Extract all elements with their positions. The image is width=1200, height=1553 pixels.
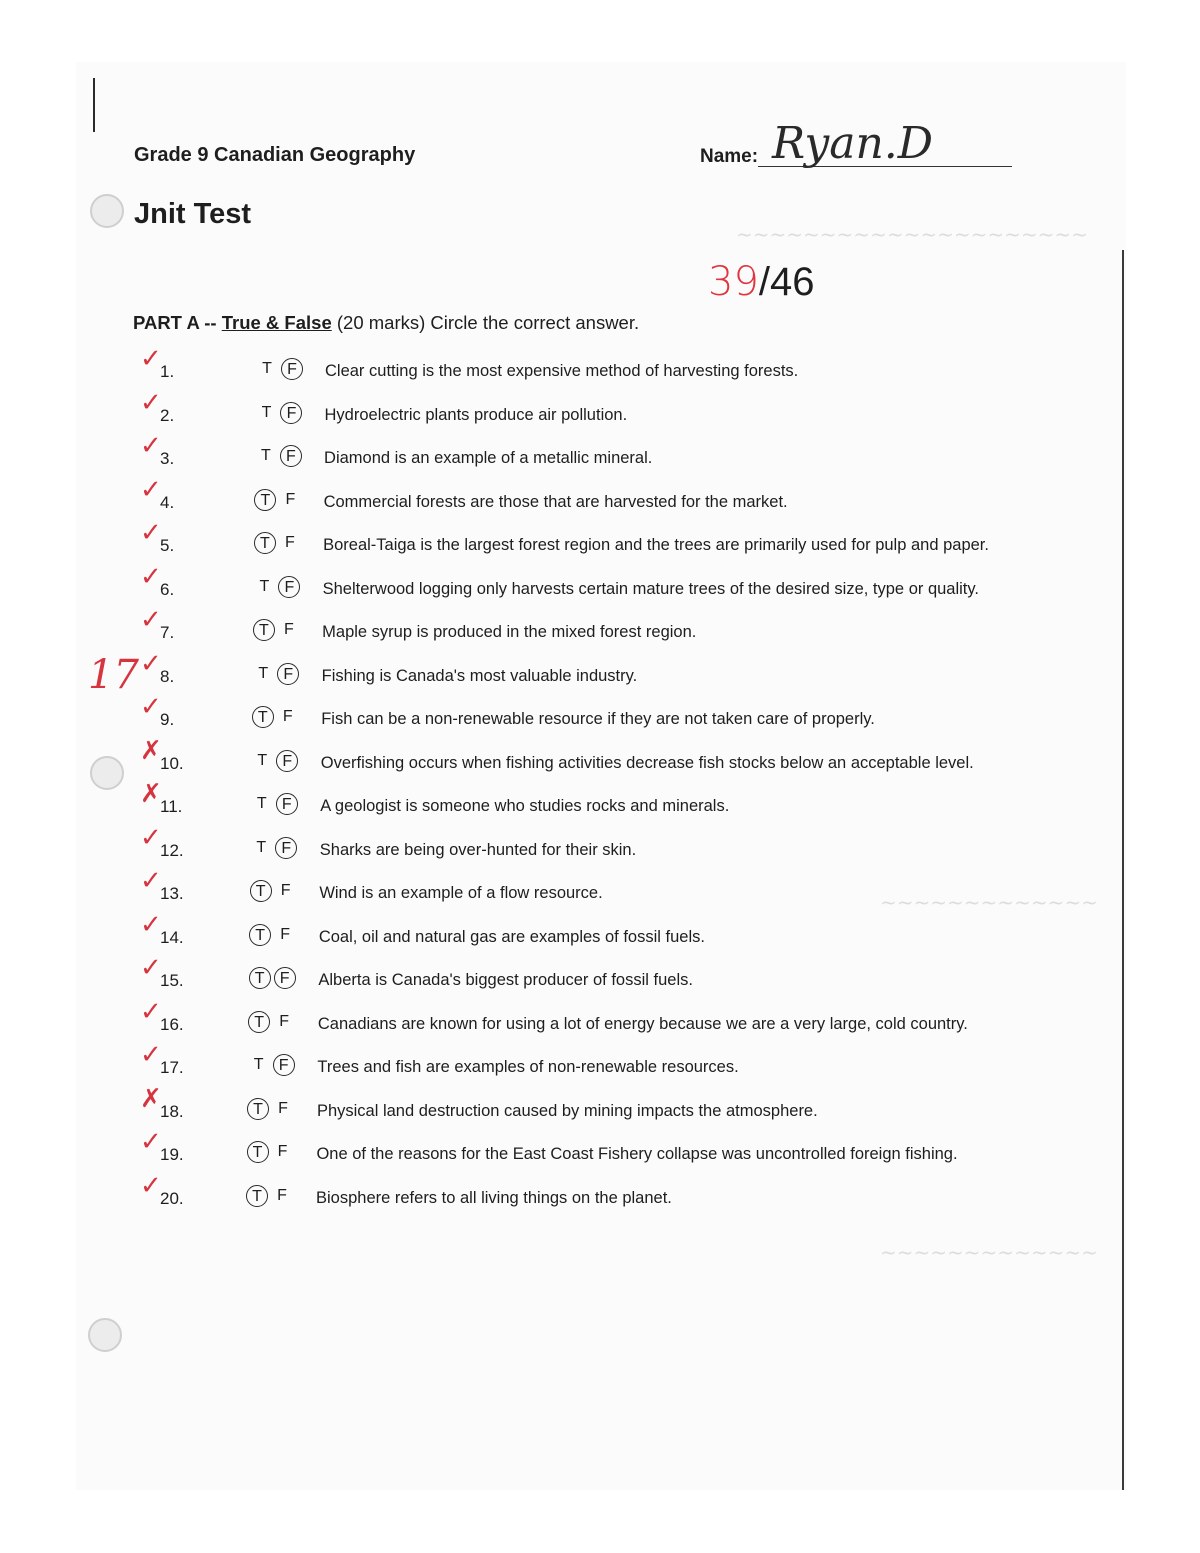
question-number: 4.: [160, 492, 175, 512]
check-mark-icon: ✓: [140, 431, 162, 461]
question-row: [0, 1083, 1200, 1126]
question-number: 8.: [160, 666, 175, 686]
question-number: 16.: [160, 1014, 184, 1034]
part-a-heading: [133, 312, 639, 334]
question-row: [0, 431, 1200, 473]
answer-option-f[interactable]: F: [279, 1012, 289, 1030]
check-mark-icon: ✓: [140, 561, 162, 592]
question-row: [0, 779, 1200, 821]
question-number: 2.: [160, 405, 175, 425]
question-number: 13.: [160, 884, 184, 903]
question-row: [0, 344, 1200, 386]
question-row: [0, 561, 1200, 604]
answer-option-f[interactable]: F: [283, 621, 294, 638]
answer-option-t[interactable]: T: [258, 664, 269, 682]
question-statement: Sharks are being over-hunted for their skin.: [319, 840, 637, 859]
question-row: [0, 996, 1200, 1039]
part-a-topic: True & False: [221, 312, 332, 333]
question-statement: Maple syrup is produced in the mixed forest region.: [322, 623, 697, 641]
question-row: [0, 518, 1200, 560]
answer-option-t[interactable]: T: [250, 880, 272, 902]
answer-option-t[interactable]: T: [256, 795, 267, 812]
answer-option-f[interactable]: F: [277, 663, 299, 685]
question-row: [0, 648, 1200, 691]
bleed-through-text: ~~~~~~~~~~~~~: [880, 890, 1098, 914]
question-statement: Wind is an example of a flow resource.: [319, 884, 603, 902]
question-statement: Commercial forests are those that are harvested for the market.: [323, 492, 788, 511]
answer-option-t[interactable]: T: [254, 532, 276, 554]
answer-option-f[interactable]: F: [285, 490, 296, 508]
question-number: 18.: [160, 1101, 184, 1121]
check-mark-icon: ✓: [140, 1040, 162, 1070]
answer-option-t[interactable]: T: [262, 360, 272, 377]
question-statement: Physical land destruction caused by mining impacts the atmosphere.: [316, 1101, 818, 1120]
answer-option-t[interactable]: T: [256, 838, 267, 856]
question-statement: Fish can be a non-renewable resource if they are not taken care of properly.: [321, 710, 875, 728]
check-mark-icon: ✓: [140, 996, 162, 1027]
score-total: /46: [758, 260, 815, 304]
test-title: Jnit Test: [134, 198, 252, 230]
question-row: [0, 1040, 1200, 1082]
part-a-score-handwritten: 17: [88, 652, 139, 698]
punch-hole-bottom: [88, 1318, 122, 1352]
answer-option-t[interactable]: T: [254, 489, 276, 511]
question-row: [0, 909, 1200, 952]
check-mark-icon: ✓: [140, 605, 162, 635]
question-statement: Coal, oil and natural gas are examples of fossil fuels.: [318, 927, 705, 946]
question-statement: Fishing is Canada's most valuable industry.: [321, 666, 638, 685]
answer-option-f[interactable]: F: [278, 1099, 288, 1117]
question-row: [0, 1127, 1200, 1169]
punch-hole-top: [90, 194, 124, 228]
answer-option-t[interactable]: T: [246, 1185, 268, 1207]
answer-option-f[interactable]: F: [273, 1054, 295, 1076]
question-statement: Hydroelectric plants produce air pollution.: [324, 405, 628, 424]
question-row: [0, 474, 1200, 517]
part-a-label: PART A --: [133, 312, 217, 333]
cross-mark-icon: ✗: [140, 779, 162, 809]
check-mark-icon: ✓: [140, 822, 162, 853]
answer-option-t[interactable]: T: [252, 706, 274, 728]
question-statement: Trees and fish are examples of non-renewable resources.: [317, 1058, 739, 1076]
answer-option-f[interactable]: F: [280, 445, 302, 467]
question-number: 11.: [160, 797, 183, 816]
score-obtained: 39: [708, 259, 759, 305]
question-number: 6.: [160, 579, 175, 599]
check-mark-icon: ✓: [140, 953, 162, 983]
question-row: [0, 1170, 1200, 1213]
check-mark-icon: ✓: [140, 866, 162, 896]
part-a-instructions: (20 marks) Circle the correct answer.: [336, 312, 640, 333]
check-mark-icon: ✓: [140, 474, 162, 505]
question-statement: Overfishing occurs when fishing activities decrease fish stocks below an acceptable level.: [320, 753, 974, 772]
answer-option-t[interactable]: T: [261, 403, 272, 421]
question-row: [0, 953, 1200, 995]
check-mark-icon: ✓: [140, 387, 162, 418]
answer-option-f[interactable]: F: [285, 534, 295, 551]
answer-option-f[interactable]: F: [281, 358, 303, 380]
course-title: Grade 9 Canadian Geography: [134, 144, 416, 166]
question-statement: Boreal-Taiga is the largest forest region and the trees are primarily used for pulp and paper.: [323, 536, 989, 554]
check-mark-icon: ✓: [140, 344, 162, 374]
question-number: 17.: [160, 1058, 184, 1077]
question-row: [0, 692, 1200, 734]
question-row: [0, 866, 1200, 908]
answer-option-f[interactable]: F: [280, 402, 302, 424]
answer-option-t[interactable]: T: [261, 447, 271, 464]
question-number: 3.: [160, 449, 175, 468]
answer-option-t[interactable]: T: [248, 1011, 270, 1033]
cross-mark-icon: ✗: [140, 1083, 162, 1114]
question-statement: Clear cutting is the most expensive method of harvesting forests.: [325, 362, 799, 380]
question-number: 7.: [160, 623, 175, 642]
cross-mark-icon: ✗: [140, 735, 162, 766]
question-number: 12.: [160, 840, 184, 860]
answer-option-f[interactable]: F: [276, 793, 298, 815]
paper-edge: [1122, 250, 1124, 1490]
question-statement: One of the reasons for the East Coast Fishery collapse was uncontrolled foreign fishing.: [316, 1145, 958, 1163]
check-mark-icon: ✓: [140, 518, 162, 548]
question-statement: Biosphere refers to all living things on the planet.: [316, 1188, 672, 1207]
answer-option-f[interactable]: F: [274, 967, 296, 989]
answer-option-f[interactable]: F: [282, 708, 293, 725]
question-number: 5.: [160, 536, 175, 555]
answer-option-f[interactable]: F: [280, 925, 291, 943]
check-mark-icon: ✓: [140, 692, 162, 722]
question-number: 14.: [160, 927, 184, 947]
question-number: 20.: [160, 1188, 184, 1208]
answer-option-t[interactable]: T: [249, 967, 271, 989]
answer-option-f[interactable]: F: [277, 1143, 288, 1160]
question-number: 10.: [160, 753, 184, 773]
question-statement: A geologist is someone who studies rocks and minerals.: [320, 797, 730, 815]
check-mark-icon: ✓: [140, 648, 162, 679]
student-name-handwritten: Ryan.D: [772, 118, 934, 169]
question-row: [0, 735, 1200, 778]
answer-option-t[interactable]: T: [253, 619, 275, 641]
question-number: 1.: [160, 362, 175, 381]
answer-option-f[interactable]: F: [275, 837, 297, 859]
paper-edge-mark: [93, 78, 95, 132]
answer-option-t[interactable]: T: [259, 577, 270, 595]
question-number: 15.: [160, 971, 184, 990]
question-statement: Diamond is an example of a metallic mineral.: [324, 449, 653, 467]
name-label: Name:: [700, 146, 759, 167]
check-mark-icon: ✓: [140, 909, 162, 940]
check-mark-icon: ✓: [140, 1170, 162, 1201]
answer-option-f[interactable]: F: [276, 750, 298, 772]
question-row: [0, 605, 1200, 647]
answer-option-t[interactable]: T: [249, 924, 271, 946]
answer-option-t[interactable]: T: [257, 751, 268, 769]
answer-option-t[interactable]: T: [247, 1141, 269, 1163]
check-mark-icon: ✓: [140, 1127, 162, 1157]
question-number: 19.: [160, 1145, 184, 1164]
bleed-through-text: ~~~~~~~~~~~~~: [880, 1240, 1098, 1264]
question-row: [0, 822, 1200, 865]
total-score: [708, 259, 815, 305]
answer-option-f[interactable]: F: [277, 1186, 287, 1204]
answer-option-f[interactable]: F: [280, 882, 291, 899]
question-statement: Shelterwood logging only harvests certain mature trees of the desired size, type or quality.: [322, 579, 979, 598]
question-statement: Alberta is Canada's biggest producer of fossil fuels.: [318, 971, 693, 989]
question-statement: Canadians are known for using a lot of energy because we are a very large, cold country.: [317, 1014, 968, 1033]
question-number: 9.: [160, 710, 175, 729]
answer-option-t[interactable]: T: [247, 1098, 269, 1120]
answer-option-f[interactable]: F: [278, 576, 300, 598]
answer-option-t[interactable]: T: [253, 1056, 264, 1073]
bleed-through-text: ~~~~~~~~~~~~~~~~~~~~~: [736, 222, 1088, 246]
question-row: [0, 387, 1200, 430]
